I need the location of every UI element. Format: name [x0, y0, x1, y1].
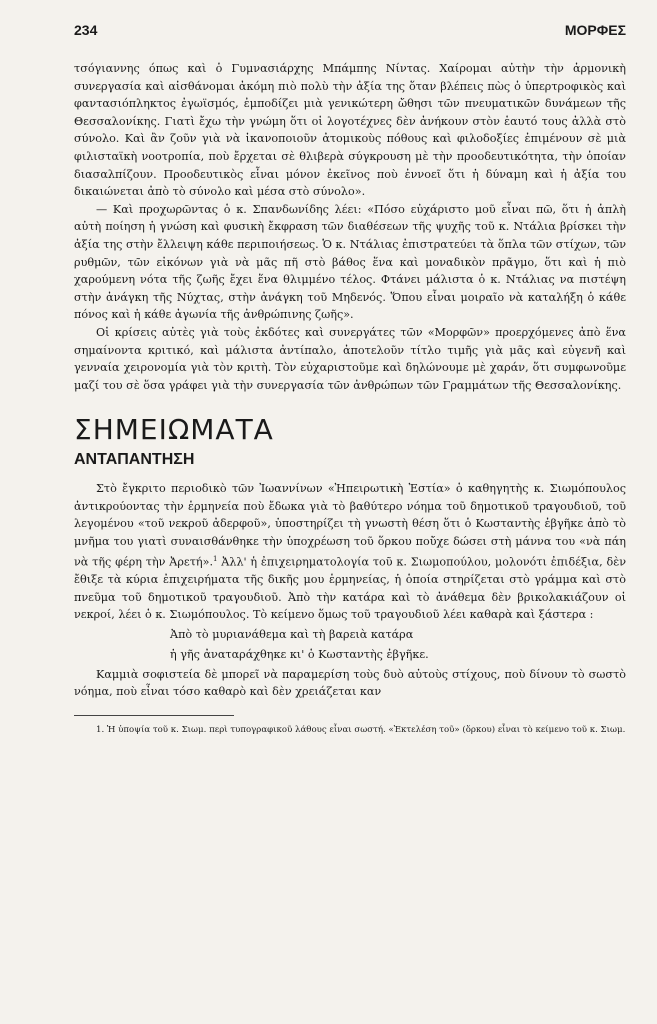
page-header	[74, 22, 626, 38]
paragraph-1: τσόγιαννης όπως καὶ ὁ Γυμνασιάρχης Μπάμπης Νίντας. Χαίρομαι αὐτὴν τὴν ἁρμονικὴ συνεργασία καὶ αἰσθάνομαι ἀκόμη πιὸ πολὺ τὴν ἀξία της ὅταν βλέπεις πὼς ὁ ὑπερτροφικὸς καὶ φαντασιόπληκτος ἐγωϊσμός, ἐμποδίζει μιὰ γενικώτερη ὤθησι τῶν πνευματικῶν δυνάμεων τῆς Θεσσαλονίκης. Γιατὶ ἔχω τὴν γνώμη ὅτι οἱ λογοτέχνες δὲν ἀνήκουν στὸν ἑαυτό τους ἀλλὰ στὸ σύνολο. Καὶ ἂν ζοῦν γιὰ νὰ ἱκανοποιοῦν ἀτομικοὺς πόθους καὶ φιλοδοξίες ἐπιμένουν σὲ μιὰ φιλισταϊκὴ νοοτροπία, ποὺ ἔρχεται σὲ θλιβερὰ σύγκρουση μὲ τὴν προοδευτικότητα, τὴν ὁποίαν διασαλπίζουν. Προοδευτικὸς εἶναι μόνον ἐκεῖνος ποὺ ἐννοεῖ ὅτι ἡ δύναμη καὶ ἡ ἀξία του δικαιώνεται ἀπὸ τὸ σύνολο καὶ μέσα στὸ σύνολο».	[74, 62, 626, 199]
paragraph-5: Καμμιὰ σοφιστεία δὲ μπορεῖ νὰ παραμερίση τοὺς δυὸ αὐτοὺς στίχους, ποὺ δίνουν τὸ σωστὸ νόημα, ποὺ εἶναι τόσο καθαρὸ καὶ δὲν χρειάζεται καν	[74, 667, 626, 699]
journal-title: ΜΟΡΦΕΣ	[564, 22, 626, 38]
paragraph-4-start: Στὸ ἔγκριτο περιοδικὸ τῶν Ἰωαννίνων «Ἠπειρωτικὴ Ἑστία» ὁ καθηγητὴς κ. Σιωμόπουλος ἀντικρούοντας τὴν ἑρμηνεία ποὺ ἔδωκα γιὰ τὸ βαθύτερο νόημα τοῦ δημοτικοῦ τραγουδιοῦ, τοῦ λεγομένου «τοῦ νεκροῦ ἀδερφοῦ», ὑποστηρίζει τὴ γνωστὴ θέση ὅτι ὁ Κωσταντὴς ἐβγῆκε ἀπὸ τὸ μνῆμα του γιατὶ συναισθάνθηκε τὴν ὑποχρέωση τοῦ ὅρκου ποὔχε δώσει στὴ μάννα του «νὰ πάη νὰ τῆς φέρη τὴν Ἀρετή».	[74, 482, 626, 569]
page	[74, 22, 626, 738]
paragraph-4-end: Ἀλλ' ἡ ἐπιχειρηματολογία τοῦ κ. Σιωμοπούλου, μολονότι ἐπιδέξια, δὲν ἔθιξε τὰ κύρια ἐπιχειρήματα τῆς δικῆς μου ἑρμηνείας, ἡ ὁποία στηρίζεται στὸ γράμμα καὶ στὸ πνεῦμα τοῦ δημοτικοῦ τραγουδιοῦ. Ἀπὸ τὴν κατάρα καὶ τὸ ἀνάθεμα δὲν βρικολακιάζουν οἱ νεκροί, λέει ὁ κ. Σιωμόπουλος. Τὸ κείμενο ὅμως τοῦ τραγουδιοῦ λέει καθαρὰ καὶ ξάστερα :	[74, 555, 626, 622]
paragraph-2: — Καὶ προχωρῶντας ὁ κ. Σπανδωνίδης λέει: «Πόσο εὐχάριστο μοῦ εἶναι πῶ, ὅτι ἡ ἁπλὴ αὐτὴ ποίηση ἡ γνώση καὶ φυσικὴ ἔκφραση τῶν διαθέσεων τῆς ψυχῆς τοῦ κ. Ντάλια βρίσκει τὴν ἀξία της στὴν ἔλλειψη κάθε περιποιήσεως. Ὁ κ. Ντάλιας ἐπιστρατεύει τὰ ὅπλα τῶν στίχων, τῶν ρυθμῶν, τῶν εἰκόνων γιὰ νὰ μᾶς πῆ στὸ βάθος ἕνα καὶ μοναδικὸν πρᾶγμο, ὅτι καὶ ἡ πιὸ χαρούμενη νότα τῆς ζωῆς ἔχει ἕνα θλιμμένο τέλος. Φτάνει μάλιστα ὁ κ. Ντάλιας να πιστέψη στὴν ἀνάγκη τῆς Νύχτας, στὴν ἀνάγκη τοῦ Μηδενός. Ὅπου εἶναι μοιραῖο νὰ καταλήξη ὁ κάθε πόνος καὶ ἡ κάθε ἀγωνία τῆς ἀνθρώπινης ζωῆς».	[74, 202, 626, 322]
paragraph-3: Οἱ κρίσεις αὐτὲς γιὰ τοὺς ἐκδότες καὶ συνεργάτες τῶν «Μορφῶν» προερχόμενες ἀπὸ ἕνα σημαίνοντα κριτικό, καὶ μάλιστα ἀντίπαλο, ἀποτελοῦν τίτλο τιμῆς γιὰ μᾶς καὶ εὐγενῆ καὶ γενναία χειρονομία γιὰ τὸν κριτὴ. Τὸν εὐχαριστοῦμε καὶ δηλώνουμε μὲ χαράν, ὅτι συμφωνοῦμε μαζί του σὲ ὅσα γράφει γιὰ τὴν συνεργασία τῶν ἀνθρώπων τῶν Γραμμάτων τῆς Θεσσαλονίκης.	[74, 325, 626, 392]
page-number: 234	[74, 22, 98, 38]
footnote: 1. Ἡ ὑποψία τοῦ κ. Σιωμ. περὶ τυπογραφικοῦ λάθους εἶναι σωστή. «Ἐκτελέση τοῦ» (ὅρκου) εἶναι τὸ κείμενο τοῦ κ. Σιωμ.	[96, 724, 626, 735]
subsection-title: ΑΝΤΑΠΑΝΤΗΣΗ	[74, 451, 195, 469]
paragraph-4	[74, 480, 626, 623]
footnote-reference[interactable]: 1	[213, 554, 218, 563]
verse-line-2: ἡ γῆς ἀναταράχθηκε κι' ὁ Κωσταντὴς ἐβγῆκε.	[170, 647, 429, 661]
section-title: ΣΗΜΕΙΩΜΑΤΑ	[74, 413, 274, 447]
verse-line-1: Ἀπὸ τὸ μυριανάθεμα καὶ τὴ βαρειὰ κατάρα	[170, 627, 414, 641]
footnote-divider	[74, 715, 234, 716]
